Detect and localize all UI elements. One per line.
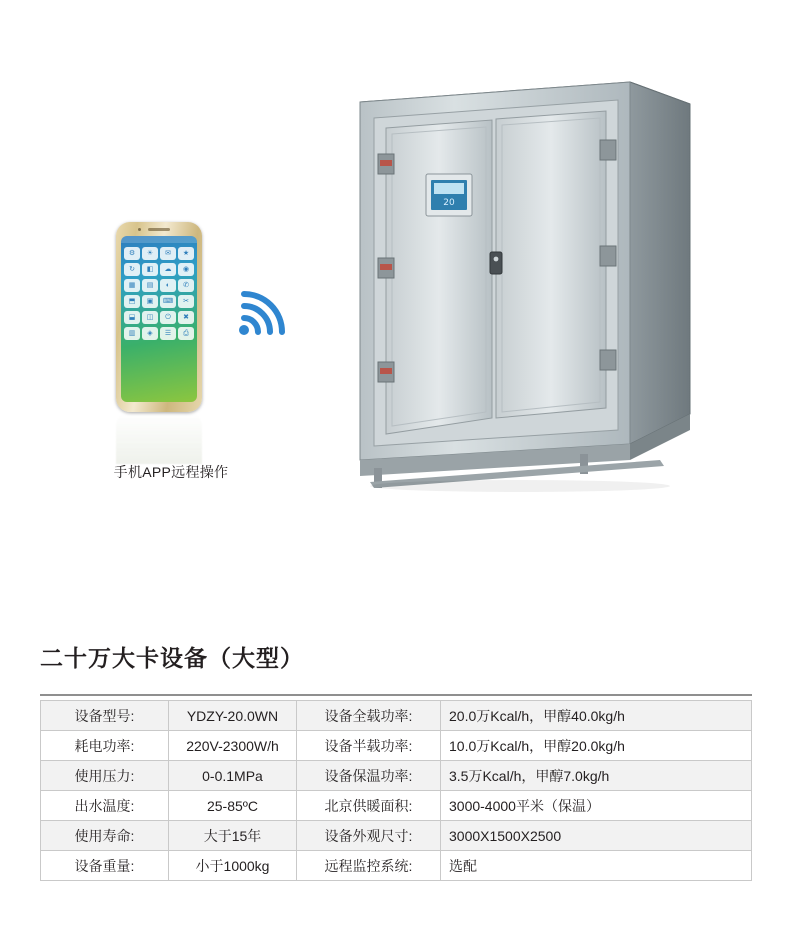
spec-value: 3000X1500X2500 (441, 821, 752, 851)
app-icon: ⬓ (124, 311, 140, 324)
app-icon: ▣ (142, 295, 158, 308)
app-icon: ☁ (160, 263, 176, 276)
spec-label: 使用寿命: (41, 821, 169, 851)
app-icon: ◫ (142, 311, 158, 324)
specification-table (40, 700, 752, 881)
spec-value: 小于1000kg (169, 851, 297, 881)
spec-label: 北京供暖面积: (297, 791, 441, 821)
phone-screen (121, 236, 197, 402)
table-row (41, 701, 752, 731)
spec-label: 设备半载功率: (297, 731, 441, 761)
table-row (41, 761, 752, 791)
app-icon: ⬒ (124, 295, 140, 308)
app-icon: ▤ (142, 279, 158, 292)
svg-text:20: 20 (443, 198, 455, 208)
app-icon: ⌨ (160, 295, 176, 308)
app-icon: ⚙ (124, 247, 140, 260)
app-icon: ◉ (178, 263, 194, 276)
app-icon: ✖ (178, 311, 194, 324)
app-icon: ⎙ (178, 327, 194, 340)
spec-value: 20.0万Kcal/h，甲醇40.0kg/h (441, 701, 752, 731)
spec-value: 3.5万Kcal/h，甲醇7.0kg/h (441, 761, 752, 791)
app-icon: ✉ (160, 247, 176, 260)
app-icon: ◈ (142, 327, 158, 340)
phone-camera-icon (138, 228, 141, 231)
spec-label: 远程监控系统: (297, 851, 441, 881)
app-icon: ⏻ (160, 311, 176, 324)
app-icon: ↻ (124, 263, 140, 276)
wifi-signal-icon (238, 282, 298, 352)
spec-label: 出水温度: (41, 791, 169, 821)
spec-label: 耗电功率: (41, 731, 169, 761)
table-row (41, 731, 752, 761)
spec-label: 设备型号: (41, 701, 169, 731)
table-top-rule (40, 694, 752, 696)
app-icon: ◐ (160, 279, 176, 292)
table-row (41, 821, 752, 851)
section-title: 二十万大卡设备（大型） (40, 645, 304, 671)
app-icon: ✂ (178, 295, 194, 308)
spec-value: 0-0.1MPa (169, 761, 297, 791)
app-icon: ✆ (178, 279, 194, 292)
spec-value: YDZY-20.0WN (169, 701, 297, 731)
spec-label: 设备重量: (41, 851, 169, 881)
spec-value: 选配 (441, 851, 752, 881)
phone-app-grid (121, 243, 197, 344)
app-icon: ☀ (142, 247, 158, 260)
app-icon: ▥ (124, 327, 140, 340)
spec-value: 3000-4000平米（保温） (441, 791, 752, 821)
spec-value: 25-85ºC (169, 791, 297, 821)
spec-label: 设备全载功率: (297, 701, 441, 731)
spec-value: 10.0万Kcal/h，甲醇20.0kg/h (441, 731, 752, 761)
app-icon: ◧ (142, 263, 158, 276)
phone-speaker-icon (148, 228, 170, 231)
boiler-cabinet-illustration (330, 62, 710, 492)
table-row (41, 791, 752, 821)
app-icon: ▦ (124, 279, 140, 292)
app-icon: ☰ (160, 327, 176, 340)
phone-illustration (108, 222, 228, 482)
spec-label: 设备外观尺寸: (297, 821, 441, 851)
phone-body (116, 222, 202, 412)
phone-statusbar (121, 236, 197, 243)
phone-reflection (116, 412, 202, 464)
spec-value: 大于15年 (169, 821, 297, 851)
table-row (41, 851, 752, 881)
spec-value: 220V-2300W/h (169, 731, 297, 761)
spec-label: 设备保温功率: (297, 761, 441, 791)
phone-caption: 手机APP远程操作 (113, 464, 229, 480)
spec-label: 使用压力: (41, 761, 169, 791)
app-icon: ★ (178, 247, 194, 260)
